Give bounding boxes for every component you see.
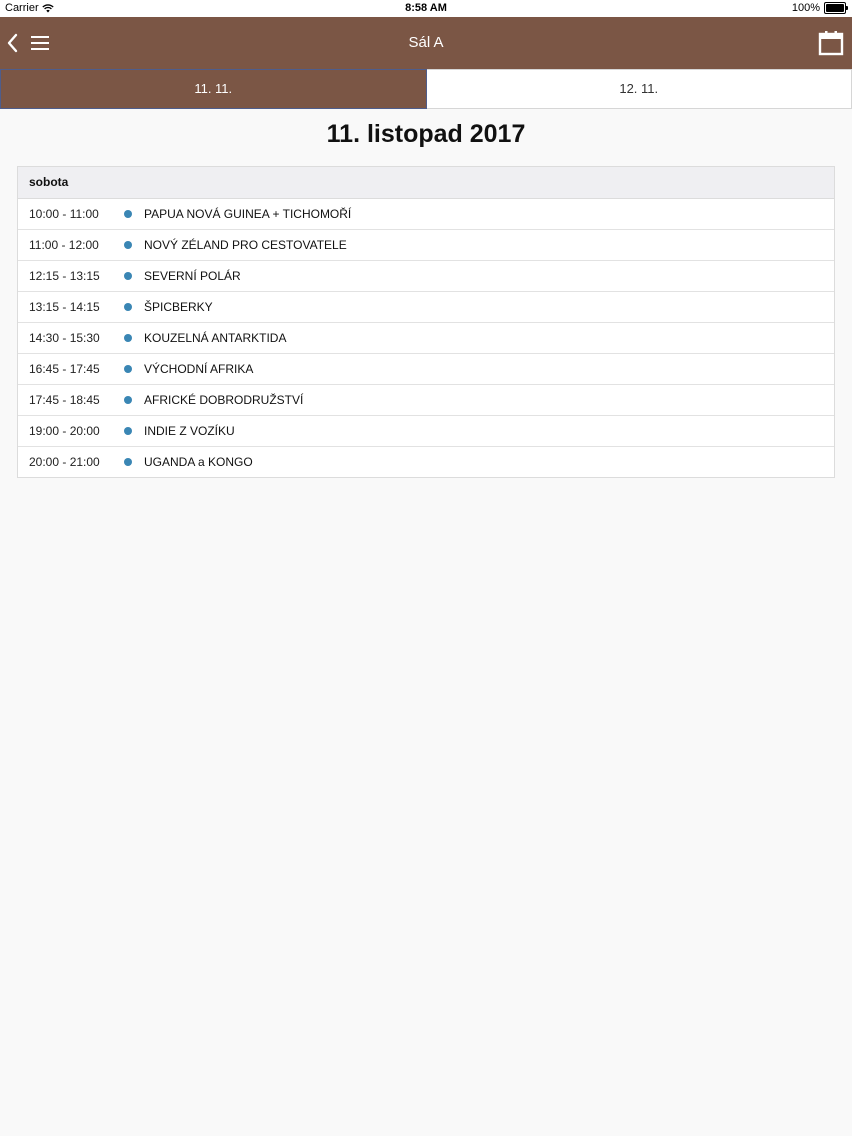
calendar-icon[interactable] bbox=[818, 30, 844, 56]
page-title-sal: Sál A bbox=[408, 34, 444, 51]
row-time: 13:15 - 14:15 bbox=[29, 300, 100, 314]
row-time: 17:45 - 18:45 bbox=[29, 393, 100, 407]
tab-11-11[interactable]: 11. 11. bbox=[0, 69, 427, 109]
bullet-dot-icon bbox=[124, 303, 132, 311]
row-title: NOVÝ ZÉLAND PRO CESTOVATELE bbox=[144, 238, 347, 252]
status-right bbox=[792, 2, 846, 14]
schedule-list bbox=[17, 166, 835, 478]
date-tabs bbox=[0, 69, 852, 109]
row-title: VÝCHODNÍ AFRIKA bbox=[144, 362, 254, 376]
schedule-row[interactable] bbox=[18, 230, 834, 261]
navigation-bar bbox=[0, 17, 852, 69]
bullet-dot-icon bbox=[124, 396, 132, 404]
row-title: KOUZELNÁ ANTARKTIDA bbox=[144, 331, 287, 345]
battery-icon bbox=[824, 2, 846, 14]
bullet-dot-icon bbox=[124, 427, 132, 435]
day-header: sobota bbox=[18, 167, 834, 199]
schedule-row[interactable] bbox=[18, 323, 834, 354]
row-time: 14:30 - 15:30 bbox=[29, 331, 100, 345]
row-time: 10:00 - 11:00 bbox=[29, 207, 99, 221]
date-heading: 11. listopad 2017 bbox=[326, 120, 526, 148]
battery-percent: 100% bbox=[791, 2, 820, 14]
schedule-row[interactable] bbox=[18, 354, 834, 385]
bullet-dot-icon bbox=[124, 241, 132, 249]
row-time: 19:00 - 20:00 bbox=[29, 424, 100, 438]
schedule-row[interactable] bbox=[18, 416, 834, 447]
tab-12-11[interactable]: 12. 11. bbox=[427, 69, 852, 109]
row-time: 12:15 - 13:15 bbox=[29, 269, 100, 283]
row-title: AFRICKÉ DOBRODRUŽSTVÍ bbox=[144, 393, 304, 407]
bullet-dot-icon bbox=[124, 365, 132, 373]
row-title: SEVERNÍ POLÁR bbox=[144, 269, 241, 283]
row-title: UGANDA a KONGO bbox=[144, 455, 253, 469]
schedule-row[interactable] bbox=[18, 385, 834, 416]
schedule-row[interactable] bbox=[18, 447, 834, 477]
battery-fill bbox=[826, 4, 844, 12]
battery-tip bbox=[846, 6, 848, 10]
schedule-row[interactable] bbox=[18, 199, 834, 230]
row-time: 20:00 - 21:00 bbox=[29, 455, 100, 469]
schedule-row[interactable] bbox=[18, 292, 834, 323]
carrier-label: Carrier bbox=[5, 2, 39, 14]
row-title: INDIE Z VOZÍKU bbox=[144, 424, 235, 438]
bullet-dot-icon bbox=[124, 272, 132, 280]
bullet-dot-icon bbox=[124, 210, 132, 218]
bullet-dot-icon bbox=[124, 458, 132, 466]
row-title: PAPUA NOVÁ GUINEA + TICHOMOŘÍ bbox=[144, 207, 352, 221]
status-time: 8:58 AM bbox=[405, 2, 447, 14]
schedule-row[interactable] bbox=[18, 261, 834, 292]
row-title: ŠPICBERKY bbox=[144, 300, 213, 314]
bullet-dot-icon bbox=[124, 334, 132, 342]
row-time: 16:45 - 17:45 bbox=[29, 362, 100, 376]
row-time: 11:00 - 12:00 bbox=[29, 238, 99, 252]
status-bar bbox=[0, 0, 852, 17]
